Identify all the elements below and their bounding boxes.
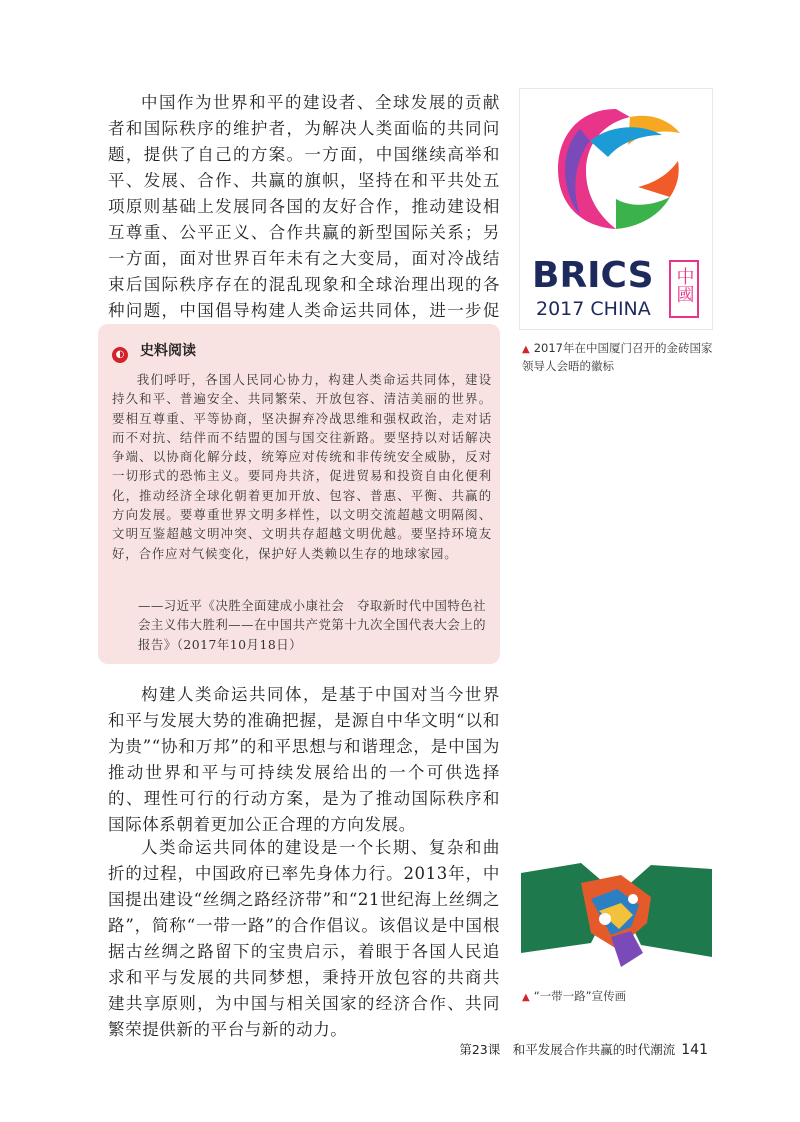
box-source-text: ——习近平《决胜全面建成小康社会 夺取新时代中国特色社会主义伟大胜利——在中国共产党第十九次全国代表大会上的报告》（2017年10月18日）: [138, 598, 487, 652]
logo-subtext: 2017 CHINA: [536, 298, 651, 320]
box-title: 史料阅读: [140, 343, 196, 359]
page-footer: [459, 1040, 708, 1058]
page-number: 141: [681, 1042, 708, 1058]
figure1-caption-text: 2017年在中国厦门召开的金砖国家领导人会晤的徽标: [522, 341, 713, 373]
brics-logo-graphic: [520, 89, 712, 329]
figure2-caption: [522, 988, 722, 1006]
logo-text: BRICS: [532, 255, 654, 296]
box-header: [112, 340, 196, 363]
box-body-text: 我们呼吁，各国人民同心协力，构建人类命运共同体，建设持久和平、普遍安全、共同繁荣、开放包容、清洁美丽的世界。要相互尊重、平等协商，坚决摒弃冷战思维和强权政治，走对话而不对抗、结伴而不结盟的国与国交往新路。要坚持以对话解决争端、以协商化解分歧，统筹应对传统和非传统安全威胁，反对一切形式的恐怖主义。要同舟共济，促进贸易和投资自由化便利化，推动经济全球化朝着更加开放、包容、普惠、平衡、共赢的方向发展。要尊重世界文明多样性，以文明交流超越文明隔阂、文明互鉴超越文明冲突、文明共存超越文明优越。要坚持环境友好，合作应对气候变化，保护好人类赖以生存的地球家园。: [112, 372, 492, 561]
paragraph-3: 人类命运共同体的建设是一个长期、复杂和曲折的过程，中国政府已率先身体力行。2013年，中国提出建设“丝绸之路经济带”和“21世纪海上丝绸之路”，简称“一带一路”的合作倡议。该倡议是中国根据古丝绸之路留下的宝贵启示，着眼于各国人民追求和平与发展的共同梦想，秉持开放包容的共商共建共享原则，为中国与相关国家的经济合作、共同繁荣提供新的平台与新的动力。: [108, 838, 500, 1039]
footer-lesson: 第23课 和平发展合作共赢的时代潮流: [459, 1042, 676, 1057]
source-reading-box: [98, 324, 500, 664]
triangle-icon: ▲: [522, 992, 530, 1003]
belt-road-poster: [521, 853, 712, 977]
logo-seal: 中國: [673, 267, 695, 303]
handshake-graphic: [521, 853, 712, 977]
triangle-icon: ▲: [522, 344, 530, 355]
figure1-caption: [522, 340, 722, 375]
paragraph-1: 中国作为世界和平的建设者、全球发展的贡献者和国际秩序的维护者，为解决人类面临的共同问题，提供了自己的方案。一方面，中国继续高举和平、发展、合作、共赢的旗帜，坚持在和平共处五项原则基础上发展同各国的友好合作，推动建设相互尊重、公平正义、合作共赢的新型国际关系；另一方面，面对世界百年未有之大变局，面对冷战结束后国际秩序存在的混乱现象和全球治理出现的各种问题，中国倡导构建人类命运共同体，进一步促: [108, 93, 500, 320]
paragraph-2: 构建人类命运共同体，是基于中国对当今世界和平与发展大势的准确把握，是源自中华文明“以和为贵”“协和万邦”的和平思想与和谐理念，是中国为推动世界和平与可持续发展给出的一个可供选择的、理性可行的行动方案，是为了推动国际秩序和国际体系朝着更加公正合理的方向发展。: [108, 685, 500, 834]
brics-logo-figure: [519, 88, 713, 330]
box-source: [112, 596, 492, 654]
figure2-caption-text: “一带一路”宣传画: [533, 989, 627, 1003]
book-icon: ◐: [112, 347, 128, 363]
